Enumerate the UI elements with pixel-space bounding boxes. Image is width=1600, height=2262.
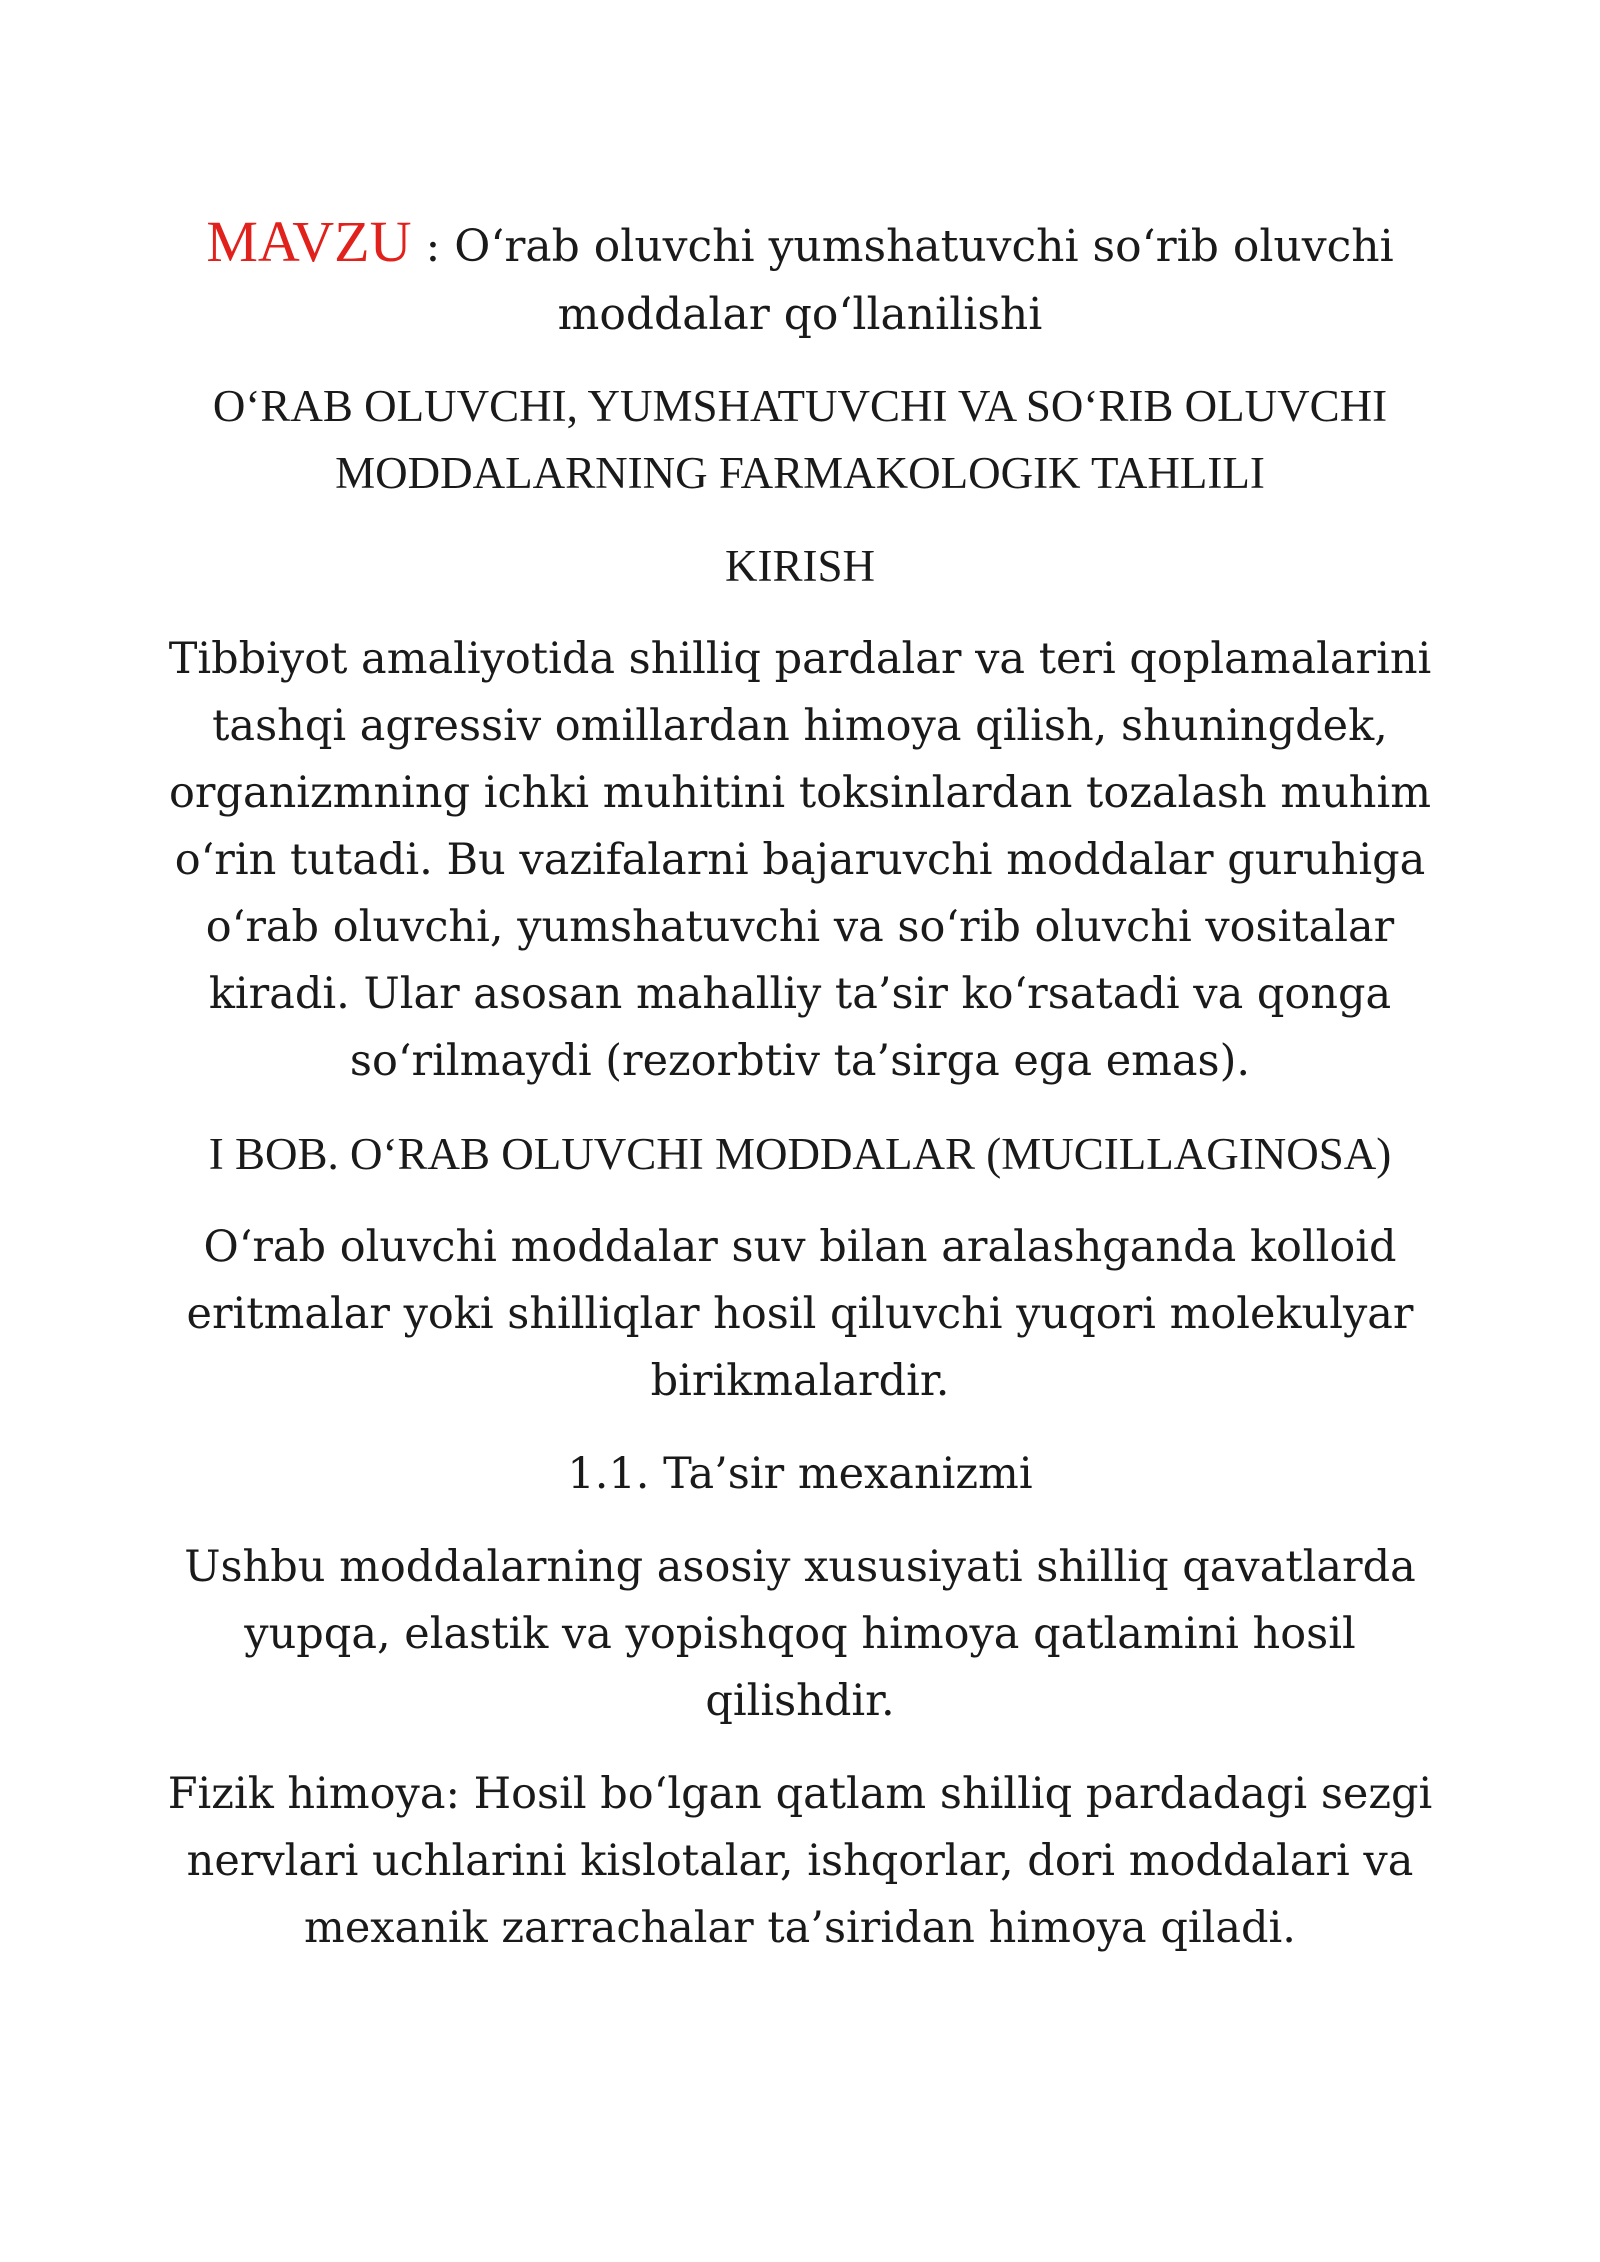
topic-line [190, 208, 1410, 349]
chapter-paragraph: O‘rab oluvchi moddalar suv bilan aralashganda kolloid eritmalar yoki shilliqlar hosil qiluvchi yuqori molekulyar birikmalardir. [186, 1222, 1414, 1406]
section-heading: 1.1. Ta’sir mexanizmi [567, 1449, 1033, 1499]
topic-label: MAVZU [206, 209, 412, 274]
main-title: O‘RAB OLUVCHI, YUMSHATUVCHI VA SO‘RIB OLUVCHI MODDALARNING FARMAKOLOGIK TAHLILI [212, 381, 1388, 498]
intro-paragraph: Tibbiyot amaliyotida shilliq pardalar va teri qoplamalarini tashqi agressiv omillardan himoya qilish, shuningdek, organizmning ichki muhitini toksinlardan tozalash muhim o‘rin tutadi. Bu vazifalarni bajaruvchi moddalar guruhiga o‘rab oluvchi, yumshatuvchi va so‘rib oluvchi vositalar kiradi. Ular asosan mahalliy ta’sir ko‘rsatadi va qonga so‘rilmaydi (rezorbtiv ta’sirga ega emas). [168, 634, 1432, 1086]
chapter-heading: I BOB. O‘RAB OLUVCHI MODDALAR (MUCILLAGINOSA) [208, 1129, 1392, 1179]
topic-text: O‘rab oluvchi yumshatuvchi so‘rib oluvchi moddalar qo‘llanilishi [454, 221, 1394, 340]
intro-heading: KIRISH [724, 541, 875, 591]
topic-separator: : [411, 221, 455, 272]
section-paragraph-1: Ushbu moddalarning asosiy xususiyati shilliq qavatlarda yupqa, elastik va yopishqoq himoya qatlamini hosil qilishdir. [184, 1542, 1416, 1726]
section-paragraph-2: Fizik himoya: Hosil bo‘lgan qatlam shilliq pardadagi sezgi nervlari uchlarini kislotalar, ishqorlar, dori moddalari va mexanik zarrachalar ta’siridan himoya qiladi. [167, 1769, 1433, 1953]
